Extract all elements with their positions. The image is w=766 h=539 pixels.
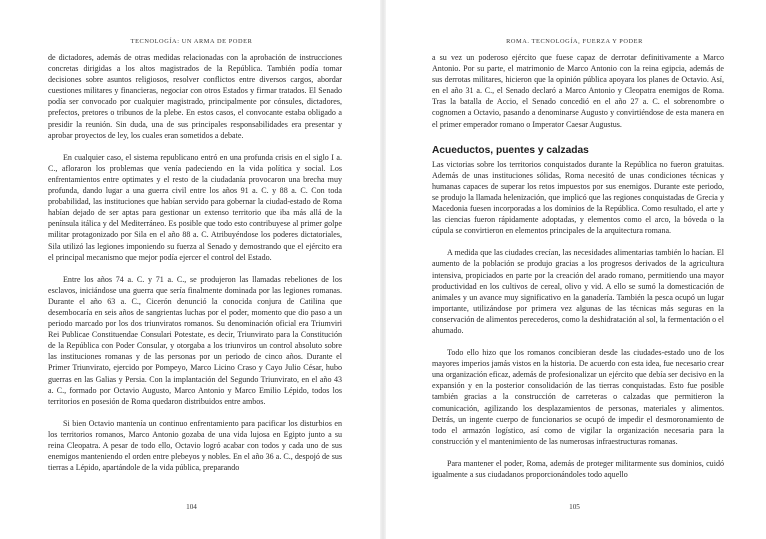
page-body [432, 52, 724, 480]
paragraph: Las victorias sobre los territorios conquistados durante la República no fueron gratuitas. Además de unas instituciones sólidas, Roma necesitó de unas condiciones técnicas y humanas capaces de superar los retos impuestos por sus enemigos. Durante este periodo, se produjo la llamada helenización, que implicó que las regiones conquistadas de Grecia y Macedonia fuesen incorporadas a los dominios de la República. Como resultado, el arte y las ciencias fueron rápidamente adoptadas, y elementos como el arco, la bóveda o la cúpula se convirtieron en elementos principales de la arquitectura romana. [432, 159, 724, 236]
right-page [383, 0, 766, 539]
running-head: ROMA. TECNOLOGÍA, FUERZA Y PODER [506, 38, 643, 45]
paragraph: Para mantener el poder, Roma, además de proteger militarmente sus dominios, cuidó igualmente a sus ciudadanos proporcionándoles todo aquello [432, 458, 724, 479]
paragraph: a su vez un poderoso ejército que fuese capaz de derrotar definitivamente a Marco Antonio. Por su parte, el matrimonio de Marco Antonio con la reina egipcia, además de sus derrotas militares, hicieron que la opinión pública apoyara los planes de Octavio. Así, en el año 31 a. C., el Senado declaró a Marco Antonio y Cleopatra enemigos de Roma. Tras la batalla de Accio, el Senado concedió en el año 27 a. C. el sobrenombre o cognomen a Octavio, pasando a denominarse Augusto y convirtiéndose de esta manera en el primer emperador romano o Imperator Caesar Augustus. [432, 53, 724, 129]
running-head: TECNOLOGÍA: UN ARMA DE PODER [130, 38, 253, 45]
page-body [48, 52, 342, 473]
page-number: 105 [569, 503, 580, 511]
paragraph: Todo ello hizo que los romanos concibieran desde las ciudades-estado uno de los mayores imperios jamás vistos en la historia. De acuerdo con esta idea, fue necesario crear una organización eficaz, además de profesionalizar un ejército que debía ser decisivo en la expansión y en la posterior consolidación de las tierras conquistadas. Esto fue posible también gracias a la construcción de carreteras o calzadas que permitieron la comunicación, agilizando los desplazamientos de personas, materiales y alimentos. Detrás, un ingente cuerpo de funcionarios se ocupó de impedir el desmoronamiento de todo el armazón logístico, así como de vigilar la organización necesaria para la construcción y el mantenimiento de las numerosas infraestructuras romanas. [432, 348, 724, 446]
paragraph: Entre los años 74 a. C. y 71 a. C., se produjeron las llamadas rebeliones de los esclavos, iniciándose una guerra que sería finalmente dominada por las legiones romanas. Durante el año 63 a. C., Cicerón denunció la conocida conjura de Catilina que desembocaría en seis años de sangrientas luchas por el poder, momento que dio paso a un periodo marcado por los dos triunviratos romanos. Su denominación oficial era Triumviri Rei Publicae Constituendae Consulari Potestate, es decir, Triunvirato para la Constitución de la República con Poder Consular, y otorgaba a los triunviros un control absoluto sobre las instituciones romanas y de las personas por un periodo de cinco años. Durante el Primer Triunvirato, ejercido por Pompeyo, Marco Licino Craso y Cayo Julio César, hubo guerras en las Galias y Persia. Con la implantación del Segundo Triunvirato, en el año 43 a. C., formado por Octavio Augusto, Marco Antonio y Marco Emilio Lépido, todos los territorios en posesión de Roma quedaron distribuidos entre ambos. [48, 274, 342, 406]
paragraph: A medida que las ciudades crecían, las necesidades alimentarias también lo hacían. El aumento de la población se produjo gracias a los progresos derivados de la agricultura intensiva, propiciados en parte por la creación del arado romano, permitiendo una mayor productividad en los cultivos de cereal, olivo y vid. A ello se sumó la domesticación de animales y un avance muy significativo en la ganadería. También la pesca ocupó un lugar importante, utilizándose por primera vez algunas de las técnicas más seguras en la conservación de alimentos perecederos, como la deshidratación al sol, la fermentación o el ahumado. [432, 248, 724, 335]
paragraph: de dictadores, además de otras medidas relacionadas con la aprobación de instrucciones concretas dirigidas a los altos magistrados de la República. También podía tomar decisiones sobre asuntos religiosos, resolver conflictos entre diversos cargos, abordar cuestiones militares y financieras, negociar con otros Estados y firmar tratados. El Senado podía ser convocado por cualquier magistrado, principalmente por cónsules, dictadores, prefectos, pretores o tribunos de la plebe. En estos casos, el convocante estaba obligado a presidir la reunión. Sin duda, una de sus principales responsabilidades era presentar y aprobar proyectos de ley, los cuales eran sometidos a debate. [48, 53, 342, 140]
page-number: 104 [186, 503, 197, 511]
paragraph: En cualquier caso, el sistema republicano entró en una profunda crisis en el siglo I a. C., afloraron los problemas que venía padeciendo en la vida política y social. Los enfrentamientos entre optimates y el resto de la ciudadanía provocaron una brecha muy profunda, dando lugar a una guerra civil entre los años 91 a. C. y 88 a. C. Con toda probabilidad, las instituciones que habían servido para gobernar la ciudad-estado de Roma habían dejado de ser aptas para gestionar un extenso territorio que iba más allá de la península itálica y del Mediterráneo. Es posible que todo esto contribuyese al primer golpe militar protagonizado por Sila en el año 88 a. C. Atribuyéndose los poderes dictatoriales, Sila utilizó las legiones imponiendo su fuerza al Senado y demostrando que el ejército era el principal mecanismo que mejor podía ejercer el control del Estado. [48, 152, 342, 262]
paragraph: Si bien Octavio mantenía un continuo enfrentamiento para pacificar los disturbios en los territorios romanos, Marco Antonio gozaba de una vida lujosa en Egipto junto a su reina Cleopatra. A pesar de todo ello, Octavio logró acabar con todos y cada uno de sus enemigos manteniendo el orden entre plebeyos y nobles. En el año 36 a. C., despojó de sus tierras a Lépido, apartándole de la vida pública, preparando [48, 418, 342, 473]
section-heading: Acueductos, puentes y calzadas [432, 144, 589, 156]
